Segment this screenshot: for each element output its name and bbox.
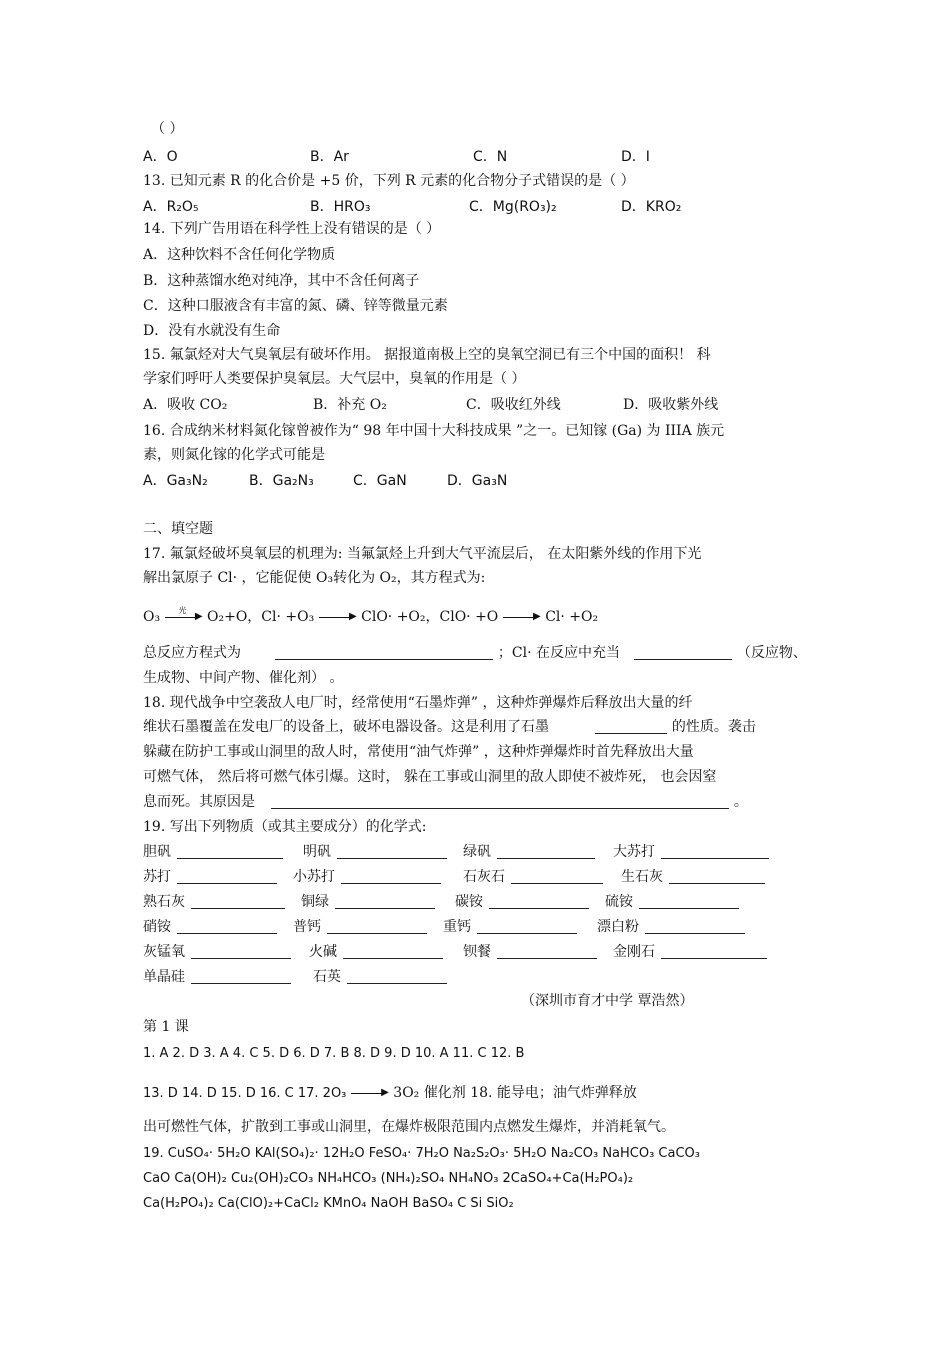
q19-answer-blank[interactable] (477, 919, 577, 934)
q18-line3: 躲藏在防护工事或山洞里的敌人时，常使用“油气炸弹” ，这种炸弹爆炸时首先释放出大量 (143, 744, 694, 760)
q19-answer-blank[interactable] (489, 894, 589, 909)
q17-line-last: 生成物、中间产物、催化剂） 。 (143, 670, 344, 686)
q13-option-c: C．Mg(RO₃)₂ (469, 199, 557, 215)
q15-line2: 学家们呼吁人类要保护臭氧层。大气层中，臭氧的作用是（ ） (143, 371, 526, 387)
q19-answer-blank[interactable] (645, 919, 745, 934)
q16-option-b: B．Ga₂N₃ (249, 473, 314, 489)
q19-answer-blank[interactable] (341, 869, 441, 884)
q19-item: 苏打 (143, 868, 277, 886)
q18-graphite-property-blank[interactable] (595, 719, 667, 734)
q18-line5-text: 息而死。其原因是 (143, 794, 255, 810)
answers-line6: Ca(H₂PO₄)₂ Ca(ClO)₂+CaCl₂ KMnO₄ NaOH BaSO₄ C Si SiO₂ (143, 1196, 514, 1211)
reaction-arrow: ▶ (351, 1088, 389, 1098)
q19-answer-blank[interactable] (177, 919, 277, 934)
q17-total-prefix: 总反应方程式为 (143, 645, 241, 661)
q15-option-d: D．吸收紫外线 (623, 397, 719, 413)
q19-answer-blank[interactable] (191, 944, 291, 959)
q18-line5-suffix: 。 (733, 794, 748, 810)
q19-answer-blank[interactable] (497, 944, 597, 959)
q19-item: 碳铵 (455, 893, 589, 911)
q12-paren: （ ） (151, 121, 184, 137)
q18-line5 (143, 793, 748, 811)
q17-eq2-right: ClO· +O₂，ClO· +O (361, 609, 499, 625)
q16-line2: 素，则氮化镓的化学式可能是 (143, 447, 325, 463)
q19-item: 漂白粉 (597, 918, 745, 936)
answers-line2 (143, 1084, 637, 1103)
arrow-label-light: 光 (178, 606, 187, 615)
q19-item: 重钙 (443, 918, 577, 936)
q15-option-a: A．吸收 CO₂ (143, 397, 228, 413)
answers-line4: 19. CuSO₄· 5H₂O KAl(SO₄)₂· 12H₂O FeSO₄· 7H₂O Na₂S₂O₃· 5H₂O Na₂CO₃ NaHCO₃ CaCO₃ (143, 1146, 701, 1161)
q14-option-a: A．这种饮料不含任何化学物质 (143, 247, 336, 263)
q13-stem: 13. 已知元素 R 的化合价是 +5 价，下列 R 元素的化合物分子式错误的是（ ） (143, 173, 635, 189)
q15-option-c: C．吸收红外线 (466, 397, 561, 413)
reaction-arrow: ▶ (319, 612, 357, 622)
q17-eq1-right: O₂+O，Cl· +O₃ (207, 609, 315, 625)
q19-answer-blank[interactable] (337, 844, 447, 859)
reaction-arrow: ▶ (503, 612, 541, 622)
q14-option-c: C．这种口服液含有丰富的氮、磷、锌等微量元素 (143, 298, 448, 314)
q18-line2-suffix: 的性质。袭击 (671, 719, 756, 735)
reaction-arrow-light: 光 ▶ (165, 612, 203, 622)
q18-line2 (143, 718, 756, 736)
q19-answer-blank[interactable] (661, 844, 769, 859)
q13-option-b: B．HRO₃ (310, 199, 371, 215)
q19-answer-blank[interactable] (177, 869, 277, 884)
q17-line2: 解出氯原子 Cl· ，它能促使 O₃转化为 O₂，其方程式为: (143, 570, 486, 586)
answers-line3: 出可燃性气体，扩散到工事或山洞里，在爆炸极限范围内点燃发生爆炸，并消耗氧气。 (143, 1119, 675, 1135)
q19-answer-blank[interactable] (661, 944, 767, 959)
q17-total-mid: ；Cl· 在反应中充当 (497, 645, 620, 661)
q19-item: 生石灰 (621, 868, 765, 886)
q14-option-b: B．这种蒸馏水绝对纯净，其中不含任何离子 (143, 273, 420, 289)
q19-answer-blank[interactable] (191, 894, 285, 909)
q17-total-equation-blank[interactable] (275, 645, 493, 660)
q17-eq3-right: Cl· +O₂ (545, 609, 599, 625)
q19-item: 明矾 (303, 843, 447, 861)
q12-option-b: B．Ar (310, 149, 349, 165)
q17-equations (143, 608, 598, 626)
q16-option-d: D．Ga₃N (447, 473, 508, 489)
q19-answer-blank[interactable] (343, 944, 443, 959)
q19-answer-blank[interactable] (327, 919, 427, 934)
q17-total-suffix: （反应物、 (736, 645, 807, 661)
q19-answer-blank[interactable] (669, 869, 765, 884)
q12-option-a: A．O (143, 149, 178, 165)
author-attribution: （深圳市育才中学 覃浩然） (521, 993, 694, 1009)
q17-cl-role-blank[interactable] (634, 645, 732, 660)
q16-line1: 16. 合成纳米材料氮化镓曾被作为“ 98 年中国十大科技成果 ”之一。已知镓 (Ga) 为 IIIA 族元 (143, 423, 725, 439)
q19-answer-blank[interactable] (335, 894, 435, 909)
q18-reason-blank[interactable] (271, 794, 729, 809)
answers-line2-text: 13. D 14. D 15. D 16. C 17. 2O₃ (143, 1086, 347, 1101)
q19-item: 金刚石 (613, 943, 767, 961)
q19-answer-blank[interactable] (511, 869, 603, 884)
q13-option-a: A．R₂O₅ (143, 199, 199, 215)
q17-eq1-left: O₃ (143, 609, 161, 625)
q14-stem: 14. 下列广告用语在科学性上没有错误的是（ ） (143, 221, 441, 237)
q19-item: 胆矾 (143, 843, 283, 861)
q14-option-d: D．没有水就没有生命 (143, 323, 281, 339)
q15-line1: 15. 氟氯烃对大气臭氧层有破坏作用。 据报道南极上空的臭氧空洞已有三个中国的面积！ 科 (143, 347, 711, 363)
q12-option-d: D．I (621, 149, 650, 165)
q19-answer-blank[interactable] (191, 969, 291, 984)
q19-item: 硝铵 (143, 918, 277, 936)
answers-line5: CaO Ca(OH)₂ Cu₂(OH)₂CO₃ NH₄HCO₃ (NH₄)₂SO₄ NH₄NO₃ 2CaSO₄+Ca(H₂PO₄)₂ (143, 1171, 634, 1186)
answers-line1: 1. A 2. D 3. A 4. C 5. D 6. D 7. B 8. D 9. D 10. A 11. C 12. B (143, 1046, 525, 1061)
q12-option-c: C．N (473, 149, 508, 165)
q19-item: 石英 (313, 968, 447, 986)
q18-line4: 可燃气体， 然后将可燃气体引爆。这时， 躲在工事或山洞里的敌人即使不被炸死， 也会因窒 (143, 769, 717, 785)
q19-answer-blank[interactable] (177, 844, 283, 859)
q19-item: 火碱 (309, 943, 443, 961)
q19-item: 硫铵 (605, 893, 739, 911)
q19-item: 单晶硅 (143, 968, 291, 986)
answers-title: 第 1 课 (143, 1019, 189, 1035)
q18-line2-text: 维状石墨覆盖在发电厂的设备上，破坏电器设备。这是利用了石墨 (143, 719, 549, 735)
q19-answer-blank[interactable] (497, 844, 595, 859)
q16-option-a: A．Ga₃N₂ (143, 473, 208, 489)
q18-line1: 18. 现代战争中空袭敌人电厂时，经常使用“石墨炸弹” ，这种炸弹爆炸后释放出大量的纤 (143, 695, 693, 711)
q19-item: 小苏打 (293, 868, 441, 886)
q19-answer-blank[interactable] (639, 894, 739, 909)
q17-total-line (143, 644, 807, 662)
q19-item: 大苏打 (613, 843, 769, 861)
q19-item: 熟石灰 (143, 893, 285, 911)
q19-item: 石灰石 (463, 868, 603, 886)
q13-option-d: D．KRO₂ (621, 199, 682, 215)
q15-option-b: B．补充 O₂ (313, 397, 387, 413)
q19-item: 铜绿 (301, 893, 435, 911)
q19-item: 钡餐 (463, 943, 597, 961)
answers-line2-suffix: 3O₂ 催化剂 18. 能导电；油气炸弹释放 (393, 1085, 637, 1101)
section-title-fill-blank: 二、填空题 (143, 521, 213, 537)
q16-option-c: C．GaN (353, 473, 407, 489)
q17-line1: 17. 氟氯烃破坏臭氧层的机理为: 当氟氯烃上升到大气平流层后， 在太阳紫外线的作用下光 (143, 546, 702, 562)
q19-stem: 19. 写出下列物质（或其主要成分）的化学式: (143, 819, 427, 835)
q19-item: 灰锰氧 (143, 943, 291, 961)
q19-item: 绿矾 (463, 843, 595, 861)
q19-answer-blank[interactable] (347, 969, 447, 984)
q19-item: 普钙 (293, 918, 427, 936)
